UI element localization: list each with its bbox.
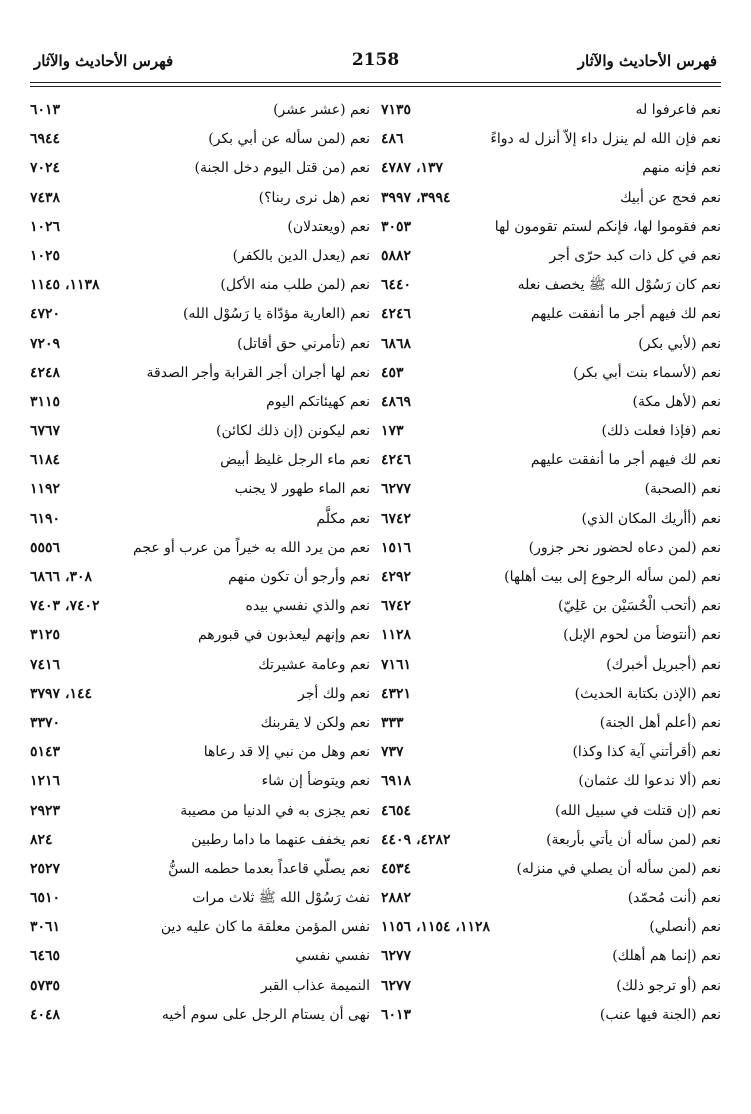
index-entry bbox=[30, 475, 370, 504]
entry-reference-number: ٤٣٢١ bbox=[381, 685, 412, 702]
entry-reference-number: ٥٨٨٢ bbox=[381, 247, 412, 264]
entry-reference-number: ٦٤٤٠ bbox=[381, 277, 412, 294]
entry-text: نفث رَسُوْل الله ﷺ ثلاث مرات bbox=[192, 890, 370, 907]
index-entry bbox=[381, 359, 721, 388]
entry-text: نعم (يعدل الدين بالكفر) bbox=[232, 247, 370, 264]
entry-reference-number: ٣٩٩٤، ٣٩٩٧ bbox=[381, 189, 451, 206]
entry-reference-number: ٢٩٢٣ bbox=[30, 802, 61, 819]
index-entry bbox=[381, 388, 721, 417]
entry-text: نعم (أتحب الْحُسَيْن بن عَلِيّ) bbox=[557, 598, 721, 615]
entry-text: نعم (لمن دعاه لحضور نحر جزور) bbox=[528, 539, 721, 556]
entry-text: نعم (هل نرى ربنا؟) bbox=[258, 189, 370, 206]
entry-text: نعم (ويعتدلان) bbox=[287, 218, 370, 235]
entry-text: نعم (أأريك المكان الذي) bbox=[581, 510, 721, 527]
entry-reference-number: ٧٠٢٤ bbox=[30, 160, 61, 177]
entry-text: نعم من يرد الله به خيراً من عرب أو عجم bbox=[133, 539, 370, 556]
entry-reference-number: ٥١٤٣ bbox=[30, 744, 61, 761]
entry-reference-number: ٣٣٣ bbox=[381, 714, 404, 731]
entry-text: نعم ليكونن (إن ذلك لكائن) bbox=[216, 423, 370, 440]
entry-text: نعم ولكن لا يقربنك bbox=[260, 714, 370, 731]
index-entry bbox=[381, 475, 721, 504]
entry-reference-number: ٧١٦١ bbox=[381, 656, 412, 673]
entry-reference-number: ٦٠١٣ bbox=[381, 1006, 412, 1023]
entry-text: نعم (أعلم أهل الجنة) bbox=[599, 714, 721, 731]
entry-reference-number: ٦٧٤٢ bbox=[381, 598, 412, 615]
entry-text: نعم مكلَّم bbox=[316, 510, 370, 527]
index-entry bbox=[30, 359, 370, 388]
index-entry bbox=[381, 680, 721, 709]
entry-text: نعم فحج عن أبيك bbox=[620, 189, 721, 206]
entry-reference-number: ٤٢٤٦ bbox=[381, 452, 412, 469]
entry-text: نعم (أنتوضأ من لحوم الإبل) bbox=[563, 627, 721, 644]
entry-reference-number: ٤٦٥٤ bbox=[381, 802, 412, 819]
entry-text: نعم لك فيهم أجر ما أنفقت عليهم bbox=[530, 306, 721, 323]
entry-reference-number: ١٠٢٥ bbox=[30, 247, 61, 264]
index-entry bbox=[381, 96, 721, 125]
header-rule bbox=[30, 82, 721, 83]
entry-text: نعم (إنما هم أهلك) bbox=[612, 948, 721, 965]
index-entry bbox=[30, 125, 370, 154]
entry-text: نعم والذي نفسي بيده bbox=[245, 598, 370, 615]
entry-text: نعم (أجبريل أخبرك) bbox=[606, 656, 721, 673]
entry-text: نعم لها أجران أجر القرابة وأجر الصدقة bbox=[146, 364, 370, 381]
index-entry bbox=[30, 242, 370, 271]
entry-reference-number: ٤٢٨٢، ٤٤٠٩ bbox=[381, 831, 451, 848]
entry-text: نعم وعامة عشيرتك bbox=[258, 656, 370, 673]
index-entry bbox=[381, 213, 721, 242]
running-title-left: فهرس الأحاديث والآثار bbox=[34, 52, 174, 70]
entry-text: نعم (الصحبة) bbox=[644, 481, 721, 498]
index-entry bbox=[381, 300, 721, 329]
index-entry bbox=[381, 242, 721, 271]
index-entry bbox=[30, 942, 370, 971]
entry-text: نعم فقوموا لها، فإنكم لستم تقومون لها bbox=[494, 218, 721, 235]
index-entry bbox=[30, 709, 370, 738]
entry-text: نعم (من قتل اليوم دخل الجنة) bbox=[194, 160, 370, 177]
entry-reference-number: ٤٢٤٨ bbox=[30, 364, 61, 381]
index-column-left bbox=[30, 96, 370, 1030]
entry-text: نعم (الجنة فيها عنب) bbox=[599, 1006, 721, 1023]
entry-text: نعم (لأبي بكر) bbox=[638, 335, 721, 352]
entry-reference-number: ٦١٩٠ bbox=[30, 510, 61, 527]
entry-reference-number: ٦٨٦٨ bbox=[381, 335, 412, 352]
entry-reference-number: ٣٠٦١ bbox=[30, 919, 61, 936]
entry-text: نعم (لأسماء بنت أبي بكر) bbox=[572, 364, 721, 381]
index-entry bbox=[30, 96, 370, 125]
entry-reference-number: ١١٢٨ bbox=[381, 627, 412, 644]
entry-reference-number: ٤٢٤٦ bbox=[381, 306, 412, 323]
entry-reference-number: ١٢١٦ bbox=[30, 773, 61, 790]
entry-reference-number: ٧٢٠٩ bbox=[30, 335, 61, 352]
index-entry bbox=[381, 330, 721, 359]
index-entry bbox=[30, 884, 370, 913]
entry-text: نعم يجزى به في الدنيا من مصيبة bbox=[180, 802, 370, 819]
index-columns bbox=[30, 96, 721, 1096]
index-entry bbox=[381, 154, 721, 183]
index-entry bbox=[30, 651, 370, 680]
entry-text: نعم وأرجو أن تكون منهم bbox=[228, 569, 370, 585]
index-entry bbox=[381, 942, 721, 971]
index-entry bbox=[30, 300, 370, 329]
index-entry bbox=[381, 913, 721, 942]
entry-reference-number: ١١٣٨، ١١٤٥ bbox=[30, 277, 100, 294]
entry-text: نعم (تأمرني حق أقاتل) bbox=[237, 335, 370, 352]
entry-reference-number: ٦٠١٣ bbox=[30, 102, 61, 118]
index-entry bbox=[381, 184, 721, 213]
entry-text: نعم (لأهل مكة) bbox=[632, 393, 721, 410]
index-entry bbox=[30, 505, 370, 534]
entry-text: نعم (لمن طلب منه الأكل) bbox=[220, 277, 370, 294]
entry-text: النميمة عذاب القبر bbox=[260, 977, 370, 994]
index-entry bbox=[381, 621, 721, 650]
entry-reference-number: ١٣٧، ٤٧٨٧ bbox=[381, 160, 444, 177]
entry-reference-number: ٣١١٥ bbox=[30, 393, 61, 410]
entry-text: نعم (فإذا فعلت ذلك) bbox=[601, 423, 721, 440]
entry-text: نفسي نفسي bbox=[295, 948, 370, 965]
index-entry bbox=[30, 534, 370, 563]
entry-reference-number: ٣٠٨، ٦٨٦٦ bbox=[30, 569, 93, 585]
index-entry bbox=[30, 446, 370, 475]
entry-reference-number: ٧٣٧ bbox=[381, 744, 404, 761]
entry-reference-number: ٦٢٧٧ bbox=[381, 948, 412, 965]
running-title-right: فهرس الأحاديث والآثار bbox=[577, 52, 717, 70]
entry-reference-number: ١٧٣ bbox=[381, 423, 404, 440]
entry-text: نعم فاعرفوا له bbox=[635, 102, 721, 118]
entry-reference-number: ٢٥٢٧ bbox=[30, 860, 61, 877]
index-entry bbox=[381, 563, 721, 592]
index-entry bbox=[381, 446, 721, 475]
entry-reference-number: ٥٧٣٥ bbox=[30, 977, 61, 994]
entry-text: نعم (العارية مؤدّاة يا رَسُوْل الله) bbox=[182, 306, 370, 323]
entry-text: نعم (الإذن بكتابة الحديث) bbox=[574, 685, 721, 702]
entry-reference-number: ١٤٤، ٣٧٩٧ bbox=[30, 685, 93, 702]
entry-reference-number: ٦١٨٤ bbox=[30, 452, 61, 469]
page-number: 2158 bbox=[351, 50, 400, 70]
index-entry bbox=[30, 1001, 370, 1030]
index-entry bbox=[30, 855, 370, 884]
entry-text: نعم ولك أجر bbox=[298, 685, 370, 702]
index-entry bbox=[30, 213, 370, 242]
entry-text: نعم (ألا ندعوا لك عثمان) bbox=[578, 773, 721, 790]
entry-reference-number: ٦٤٦٥ bbox=[30, 948, 61, 965]
entry-text: نعم الماء طهور لا يجنب bbox=[234, 481, 370, 498]
index-entry bbox=[30, 621, 370, 650]
entry-text: نعم وإنهم ليعذبون في قبورهم bbox=[197, 627, 370, 644]
entry-reference-number: ٤٧٢٠ bbox=[30, 306, 61, 323]
index-entry bbox=[30, 563, 370, 592]
entry-text: نعم (إن قتلت في سبيل الله) bbox=[554, 802, 721, 819]
entry-text: نعم كان رَسُوْل الله ﷺ يخصف نعله bbox=[517, 277, 721, 294]
entry-reference-number: ٦٧٤٢ bbox=[381, 510, 412, 527]
index-entry bbox=[381, 534, 721, 563]
index-entry bbox=[381, 797, 721, 826]
index-entry bbox=[381, 1001, 721, 1030]
entry-reference-number: ٦٢٧٧ bbox=[381, 481, 412, 498]
index-entry bbox=[30, 797, 370, 826]
entry-reference-number: ٦٩٤٤ bbox=[30, 131, 61, 148]
entry-reference-number: ٤٥٣ bbox=[381, 364, 404, 381]
index-entry bbox=[30, 417, 370, 446]
entry-text: نعم ماء الرجل غليظ أبيض bbox=[220, 452, 370, 469]
entry-reference-number: ٣٣٧٠ bbox=[30, 714, 61, 731]
entry-reference-number: ٧٤٠٢، ٧٤٠٣ bbox=[30, 598, 100, 615]
entry-reference-number: ١١٢٨، ١١٥٤، ١١٥٦ bbox=[381, 919, 491, 936]
entry-text: نعم (أو ترجو ذلك) bbox=[616, 977, 721, 994]
entry-text: نعم وهل من نبي إلا قد رعاها bbox=[203, 744, 370, 761]
header-rule-thin bbox=[30, 86, 721, 87]
entry-text: نعم (لمن سأله الرجوع إلى بيت أهلها) bbox=[504, 569, 721, 585]
entry-text: نعم يخفف عنهما ما داما رطبين bbox=[191, 831, 370, 848]
index-entry bbox=[30, 154, 370, 183]
index-entry bbox=[381, 709, 721, 738]
index-entry bbox=[381, 738, 721, 767]
entry-reference-number: ٥٥٥٦ bbox=[30, 539, 61, 556]
entry-reference-number: ٢٨٨٢ bbox=[381, 890, 412, 907]
entry-text: نعم (لمن سأله أن يصلي في منزله) bbox=[516, 860, 721, 877]
index-entry bbox=[381, 271, 721, 300]
index-entry bbox=[381, 505, 721, 534]
index-column-right bbox=[381, 96, 721, 1030]
entry-text: نعم (أنصلي) bbox=[649, 919, 721, 936]
entry-text: نعم (لمن سأله عن أبي بكر) bbox=[208, 131, 370, 148]
entry-text: نعم (لمن سأله أن يأتي بأربعة) bbox=[546, 831, 721, 848]
entry-text: نعم يصلّي قاعداً بعدما حطمه السنُّ bbox=[168, 860, 370, 877]
entry-reference-number: ١١٩٢ bbox=[30, 481, 61, 498]
entry-text: نعم في كل ذات كبد حرّى أجر bbox=[549, 247, 721, 264]
entry-reference-number: ٦٢٧٧ bbox=[381, 977, 412, 994]
entry-reference-number: ٧٤٣٨ bbox=[30, 189, 61, 206]
index-entry bbox=[30, 972, 370, 1001]
entry-reference-number: ٦٥١٠ bbox=[30, 890, 61, 907]
entry-text: نفس المؤمن معلقة ما كان عليه دين bbox=[160, 919, 370, 936]
index-entry bbox=[30, 330, 370, 359]
index-entry bbox=[381, 592, 721, 621]
entry-reference-number: ٧٤١٦ bbox=[30, 656, 61, 673]
entry-reference-number: ٤٠٤٨ bbox=[30, 1006, 61, 1023]
entry-text: نعم (أقرأتني آية كذا وكذا) bbox=[572, 744, 721, 761]
entry-text: نعم ويتوضأ إن شاء bbox=[261, 773, 370, 790]
entry-reference-number: ١٠٢٦ bbox=[30, 218, 61, 235]
index-entry bbox=[30, 826, 370, 855]
entry-reference-number: ٤٢٩٢ bbox=[381, 569, 412, 585]
entry-reference-number: ٣١٢٥ bbox=[30, 627, 61, 644]
entry-reference-number: ٨٢٤ bbox=[30, 831, 53, 848]
entry-reference-number: ٧١٣٥ bbox=[381, 102, 412, 118]
entry-reference-number: ٤٥٣٤ bbox=[381, 860, 412, 877]
entry-reference-number: ٣٠٥٣ bbox=[381, 218, 412, 235]
entry-text: نعم (عشر عشر) bbox=[273, 102, 370, 118]
entry-text: نعم فإنه منهم bbox=[642, 160, 721, 177]
index-entry bbox=[30, 913, 370, 942]
index-entry bbox=[381, 767, 721, 796]
index-entry bbox=[30, 388, 370, 417]
index-entry bbox=[381, 651, 721, 680]
index-entry bbox=[30, 271, 370, 300]
entry-text: نعم لك فيهم أجر ما أنفقت عليهم bbox=[530, 452, 721, 469]
index-entry bbox=[381, 884, 721, 913]
entry-reference-number: ١٥١٦ bbox=[381, 539, 412, 556]
entry-reference-number: ٤٨٦٩ bbox=[381, 393, 412, 410]
entry-text: نعم (أنت مُحمّد) bbox=[627, 890, 721, 907]
entry-reference-number: ٦٧٦٧ bbox=[30, 423, 61, 440]
entry-text: نعم فإن الله لم ينزل داء إلاّ أنزل له دواءً bbox=[490, 131, 721, 148]
entry-text: نعم كهيئاتكم اليوم bbox=[266, 393, 370, 410]
page-header bbox=[30, 48, 721, 84]
entry-reference-number: ٤٨٦ bbox=[381, 131, 404, 148]
index-entry bbox=[381, 855, 721, 884]
index-entry bbox=[381, 972, 721, 1001]
index-entry bbox=[30, 738, 370, 767]
index-entry bbox=[30, 680, 370, 709]
index-entry bbox=[381, 826, 721, 855]
index-entry bbox=[381, 417, 721, 446]
index-entry bbox=[30, 592, 370, 621]
index-entry bbox=[30, 184, 370, 213]
index-entry bbox=[30, 767, 370, 796]
index-entry bbox=[381, 125, 721, 154]
entry-text: نهى أن يستام الرجل على سوم أخيه bbox=[161, 1006, 370, 1023]
entry-reference-number: ٦٩١٨ bbox=[381, 773, 412, 790]
